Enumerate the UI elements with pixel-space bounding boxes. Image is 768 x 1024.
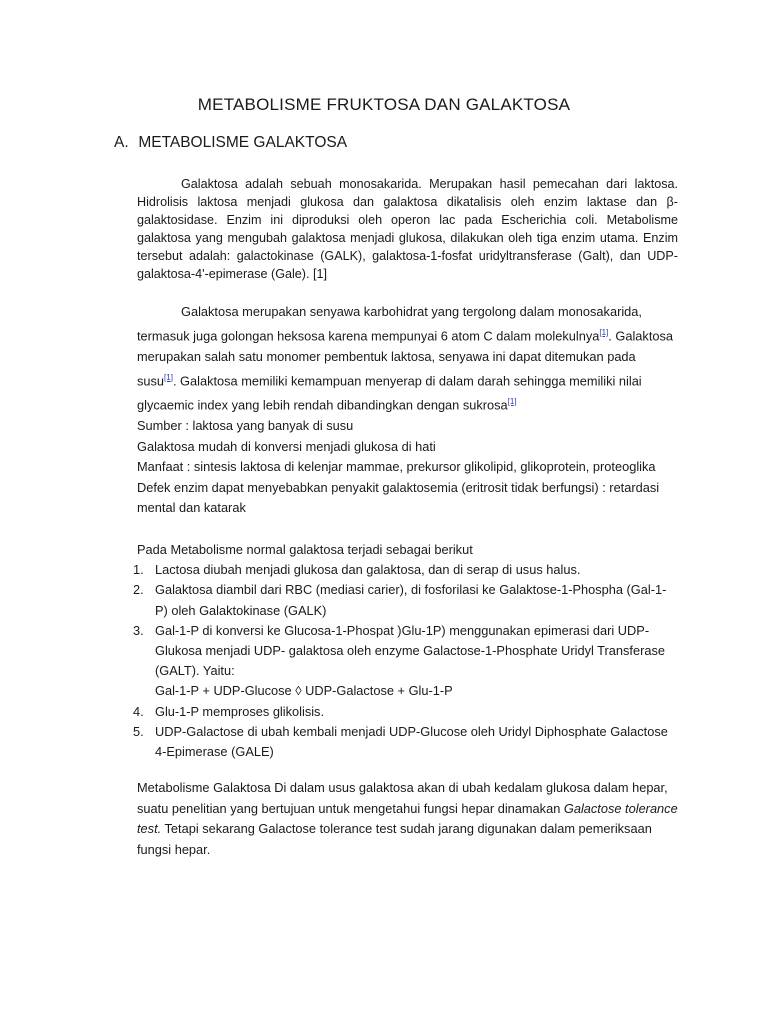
step-number: 1. [133, 562, 144, 578]
notes-list [137, 416, 678, 519]
list-item [133, 621, 674, 702]
paragraph-galaktosa-definition [137, 175, 678, 283]
metabolism-section [133, 540, 678, 762]
list-item [133, 560, 674, 580]
paragraph-text-1: Metabolisme Galaktosa Di dalam usus galaktosa akan di ubah kedalam glukosa dalam hepar, suatu penelitian yang bertujuan untuk mengetahui fungsi hepar dinamakan [137, 780, 668, 816]
paragraph-text-2: . Galaktosa merupakan salah satu monomer pembentuk laktosa, senyawa ini dapat ditemukan pada susu [137, 328, 674, 388]
step-number: 2. [133, 582, 144, 598]
step-text: UDP-Galactose di ubah kembali menjadi UDP-Glucose oleh Uridyl Diphosphate Galactose 4-Epimerase (GALE) [155, 723, 668, 760]
section-heading [114, 134, 347, 152]
metabolism-steps [133, 560, 678, 762]
paragraph-text-2: Tetapi sekarang Galactose tolerance test sudah jarang digunakan dalam pemeriksaan fungsi hepar. [137, 821, 652, 857]
section-letter: A. [114, 134, 129, 151]
list-item [133, 702, 674, 722]
paragraph-text: Galaktosa adalah sebuah monosakarida. Merupakan hasil pemecahan dari laktosa. Hidrolisis laktosa menjadi glukosa dan galaktosa dikatalisis oleh enzim laktase dan β-galaktosidase. Enzim ini diproduksi oleh operon lac pada Escherichia coli. Metabolisme galaktosa yang mengubah galaktosa menjadi glukosa, dilakukan oleh tiga enzim utama. Enzim tersebut adalah: galactokinase (GALK), galaktosa-1-fosfat uridyltransferase (Galt), dan UDP-galaktosa-4'-epimerase (Gale). [1] [137, 177, 678, 281]
paragraph-galaktosa-monosakarida [137, 302, 678, 416]
step-number: 4. [133, 703, 144, 719]
step-text: Galaktosa diambil dari RBC (mediasi carier), di fosforilasi ke Galaktose-1-Phospha (Gal-1-P) oleh Galaktokinase (GALK) [155, 582, 667, 618]
note-line: Defek enzim dapat menyebabkan penyakit galaktosemia (eritrosit tidak berfungsi) : retardasi mental dan katarak [137, 479, 660, 515]
metabolism-intro: Pada Metabolisme normal galaktosa terjadi sebagai berikut [137, 542, 473, 557]
note-line: Sumber : laktosa yang banyak di susu [137, 418, 354, 433]
step-text: Lactosa diubah menjadi glukosa dan galaktosa, dan di serap di usus halus. [155, 562, 581, 578]
step-number: 5. [133, 723, 144, 739]
step-text: Gal-1-P di konversi ke Glucosa-1-Phospat )Glu-1P) menggunakan epimerasi dari UDP-Glukosa menjadi UDP- galaktosa oleh enzyme Galactose-1-Phosphate Uridyl Transferase (GALT). Yaitu: [155, 622, 665, 679]
paragraph-galactose-tolerance [137, 778, 678, 860]
note-line: Manfaat : sintesis laktosa di kelenjar mammae, prekursor glikolipid, glikoprotein, proteoglika [137, 459, 656, 474]
note-line: Galaktosa mudah di konversi menjadi glukosa di hati [137, 438, 436, 454]
step-text: Glu-1-P memproses glikolisis. [155, 703, 325, 719]
paragraph-text-1: Galaktosa merupakan senyawa karbohidrat yang tergolong dalam monosakarida, termasuk juga golongan heksosa karena mempunyai 6 atom C dalam molekulnya [137, 304, 642, 344]
step-number: 3. [133, 622, 144, 638]
reference-link[interactable]: [1] [599, 327, 609, 337]
list-item [133, 580, 674, 620]
reference-link[interactable]: [1] [164, 372, 173, 382]
italic-term: Galactose tolerance test. [137, 800, 678, 836]
list-item [133, 722, 674, 762]
paragraph-text-3: . Galaktosa memiliki kemampuan menyerap di dalam darah sehingga memiliki nilai glycaemic index yang lebih rendah dibandingkan dengan sukrosa [137, 372, 642, 412]
reference-link[interactable]: [1] [507, 396, 517, 406]
document-title: METABOLISME FRUKTOSA DAN GALAKTOSA [197, 95, 571, 114]
section-title: METABOLISME GALAKTOSA [138, 134, 348, 151]
step-formula: Gal-1-P + UDP-Glucose ◊ UDP-Galactose + Glu-1-P [155, 683, 453, 699]
